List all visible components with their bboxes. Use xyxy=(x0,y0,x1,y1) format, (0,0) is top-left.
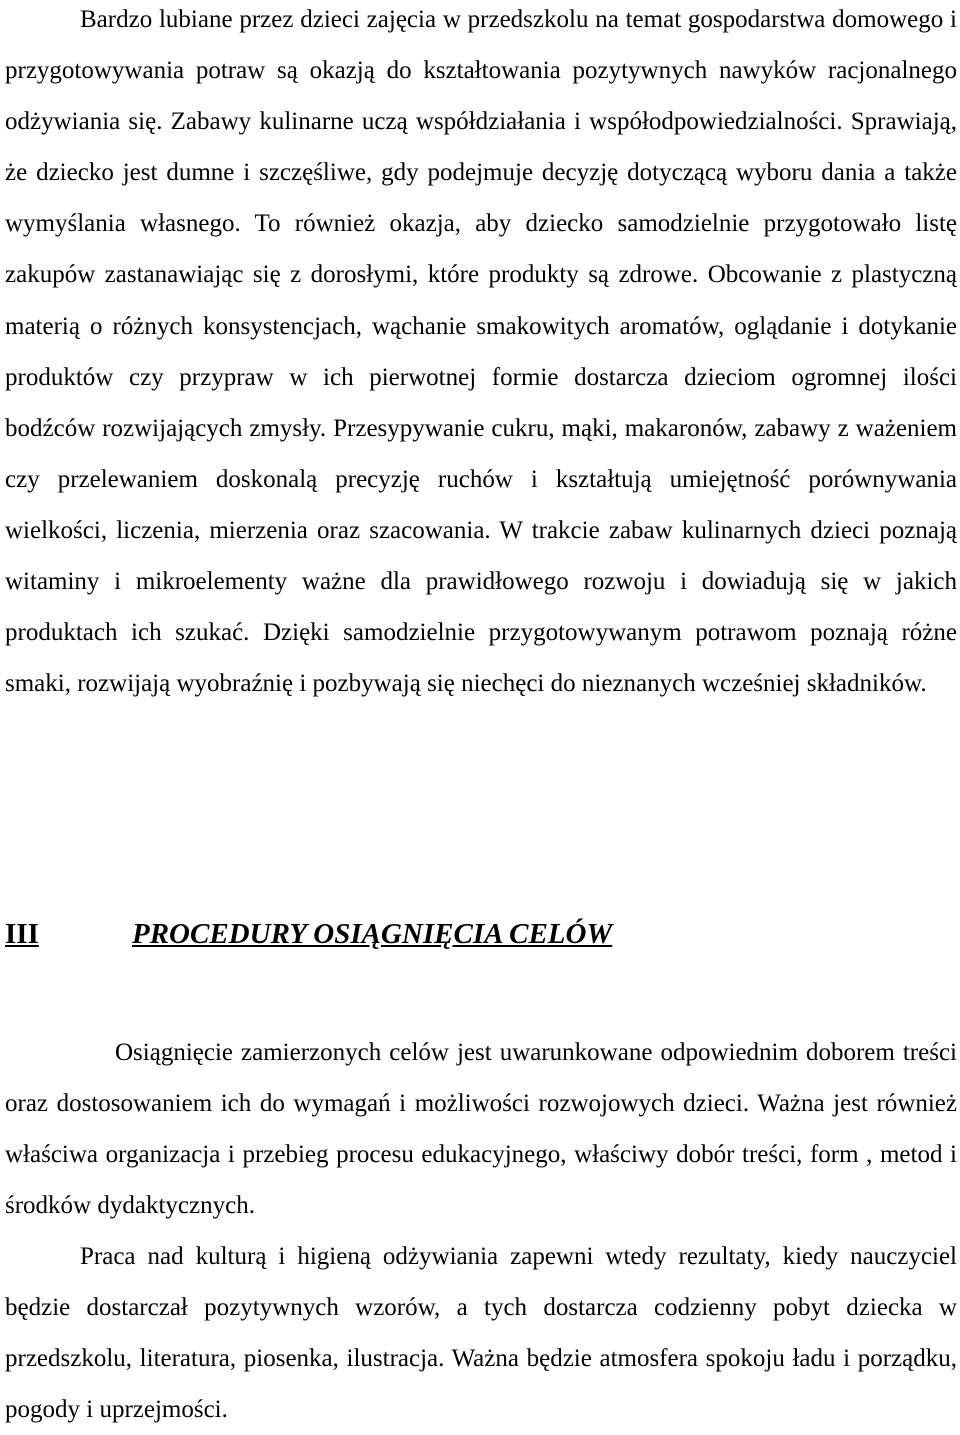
paragraph-kitchen-activities: Bardzo lubiane przez dzieci zajęcia w przedszkolu na temat gospodarstwa domowego i przygotowywania potraw są okazją do kształtowania pozytywnych nawyków racjonalnego odżywiania się. Zabawy kulinarne uczą współdziałania i współodpowiedzialności. Sprawiają, że dziecko jest dumne i szczęśliwe, gdy podejmuje decyzję dotyczącą wyboru dania a także wymyślania własnego. To również okazja, aby dziecko samodzielnie przygotowało listę zakupów zastanawiając się z dorosłymi, które produkty są zdrowe. Obcowanie z plastyczną materią o różnych konsystencjach, wąchanie smakowitych aromatów, oglądanie i dotykanie produktów czy przypraw w ich pierwotnej formie dostarcza dzieciom ogromnej ilości bodźców rozwijających zmysły. Przesypywanie cukru, mąki, makaronów, zabawy z ważeniem czy przelewaniem doskonalą precyzję ruchów i kształtują umiejętność porównywania wielkości, liczenia, mierzenia oraz szacowania. W trakcie zabaw kulinarnych dzieci poznają witaminy i mikroelementy ważne dla prawidłowego rozwoju i dowiadują się w jakich produktach ich szukać. Dzięki samodzielnie przygotowywanym potrawom poznają różne smaki, rozwijają wyobraźnię i pozbywają się niechęci do nieznanych wcześniej składników. xyxy=(5,6,957,698)
section-number: III xyxy=(5,918,39,950)
section-title: PROCEDURY OSIĄGNIĘCIA CELÓW xyxy=(132,918,613,950)
section-heading xyxy=(5,918,957,951)
paragraph-goals: Osiągnięcie zamierzonych celów jest uwarunkowane odpowiednim doborem treści oraz dostosowaniem ich do wymagań i możliwości rozwojowych dzieci. Ważna jest również właściwa organizacja i przebieg procesu edukacyjnego, właściwy dobór treści, form , metod i środków dydaktycznych. xyxy=(5,1039,957,1220)
paragraph-nutrition-culture: Praca nad kulturą i higieną odżywiania zapewni wtedy rezultaty, kiedy nauczyciel będzie dostarczał pozytywnych wzorów, a tych dostarcza codzienny pobyt dziecka w przedszkolu, literatura, piosenka, ilustracja. Ważna będzie atmosfera spokoju ładu i porządku, pogody i uprzejmości. xyxy=(5,1243,957,1424)
